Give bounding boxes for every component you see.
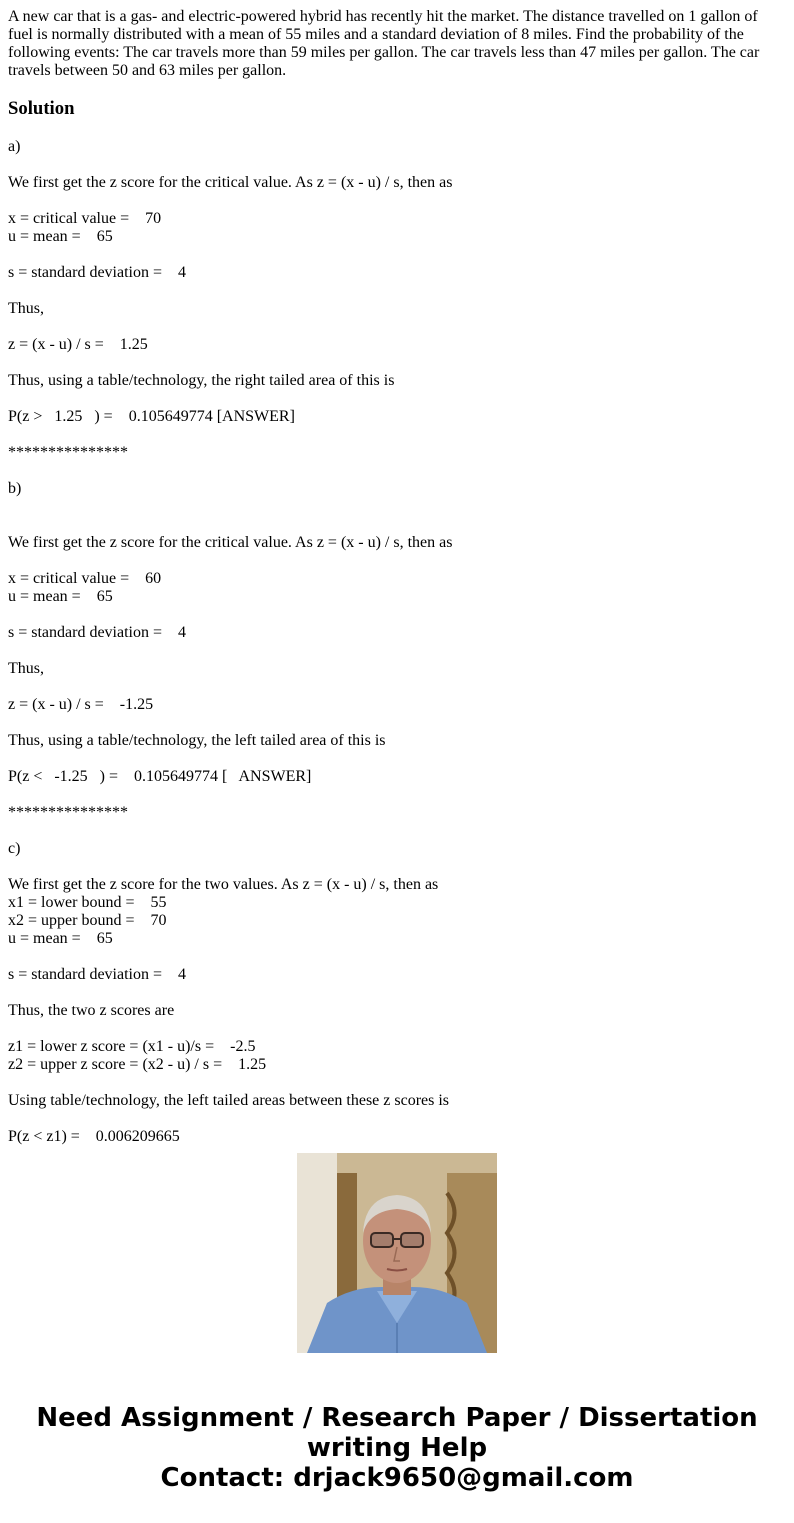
part-b-x-line: x = critical value = 60	[8, 570, 162, 587]
part-b-s-line: s = standard deviation = 4	[8, 624, 187, 641]
part-a-separator: ***************	[8, 444, 128, 461]
part-c-label: c)	[8, 840, 21, 857]
avatar-portrait-icon	[297, 1153, 497, 1353]
part-a-answer: P(z > 1.25 ) = 0.105649774 [ANSWER]	[8, 408, 295, 425]
part-b-thus: Thus,	[8, 660, 44, 677]
part-b-u-line: u = mean = 65	[8, 588, 113, 605]
part-c-p1-line: P(z < z1) = 0.006209665	[8, 1128, 180, 1145]
solution-document	[8, 8, 778, 1145]
part-c-x1-line: x1 = lower bound = 55	[8, 894, 167, 911]
part-a-intro: We first get the z score for the critical value. As z = (x - u) / s, then as	[8, 174, 453, 191]
question-text: A new car that is a gas- and electric-powered hybrid has recently hit the market. The distance travelled on 1 gallon of fuel is normally distributed with a mean of 55 miles and a standard deviation of 8 miles. Find the probability of the following events: The car travels more than 59 miles per gallon. The car travels less than 47 miles per gallon. The car travels between 50 and 63 miles per gallon.	[8, 8, 764, 79]
avatar	[297, 1153, 497, 1353]
part-b-separator: ***************	[8, 804, 128, 821]
part-b-area-text: Thus, using a table/technology, the left tailed area of this is	[8, 732, 386, 749]
part-c-intro: We first get the z score for the two values. As z = (x - u) / s, then as	[8, 876, 439, 893]
part-c-s-line: s = standard deviation = 4	[8, 966, 187, 983]
part-b-z-line: z = (x - u) / s = -1.25	[8, 696, 154, 713]
part-b-label: b)	[8, 480, 22, 497]
part-a-label: a)	[8, 138, 21, 155]
part-a-thus: Thus,	[8, 300, 44, 317]
part-c-area-text: Using table/technology, the left tailed areas between these z scores is	[8, 1092, 450, 1109]
part-a-x-line: x = critical value = 70	[8, 210, 162, 227]
contact-footer	[0, 1403, 794, 1493]
part-c-thus: Thus, the two z scores are	[8, 1002, 175, 1019]
part-c-u-line: u = mean = 65	[8, 930, 113, 947]
footer-contact-line: Contact: drjack9650@gmail.com	[160, 1463, 634, 1493]
part-b-answer: P(z < -1.25 ) = 0.105649774 [ ANSWER]	[8, 768, 312, 785]
solution-heading: Solution	[8, 98, 75, 119]
part-c-x2-line: x2 = upper bound = 70	[8, 912, 167, 929]
footer-line-1: Need Assignment / Research Paper / Dissertation	[36, 1403, 758, 1433]
part-c-z2-line: z2 = upper z score = (x2 - u) / s = 1.25	[8, 1056, 267, 1073]
part-c-z1-line: z1 = lower z score = (x1 - u)/s = -2.5	[8, 1038, 256, 1055]
part-a-s-line: s = standard deviation = 4	[8, 264, 187, 281]
part-a-u-line: u = mean = 65	[8, 228, 113, 245]
footer-line-2: writing Help	[306, 1433, 488, 1463]
part-a-area-text: Thus, using a table/technology, the right tailed area of this is	[8, 372, 395, 389]
part-b-intro: We first get the z score for the critical value. As z = (x - u) / s, then as	[8, 534, 453, 551]
part-a-z-line: z = (x - u) / s = 1.25	[8, 336, 148, 353]
